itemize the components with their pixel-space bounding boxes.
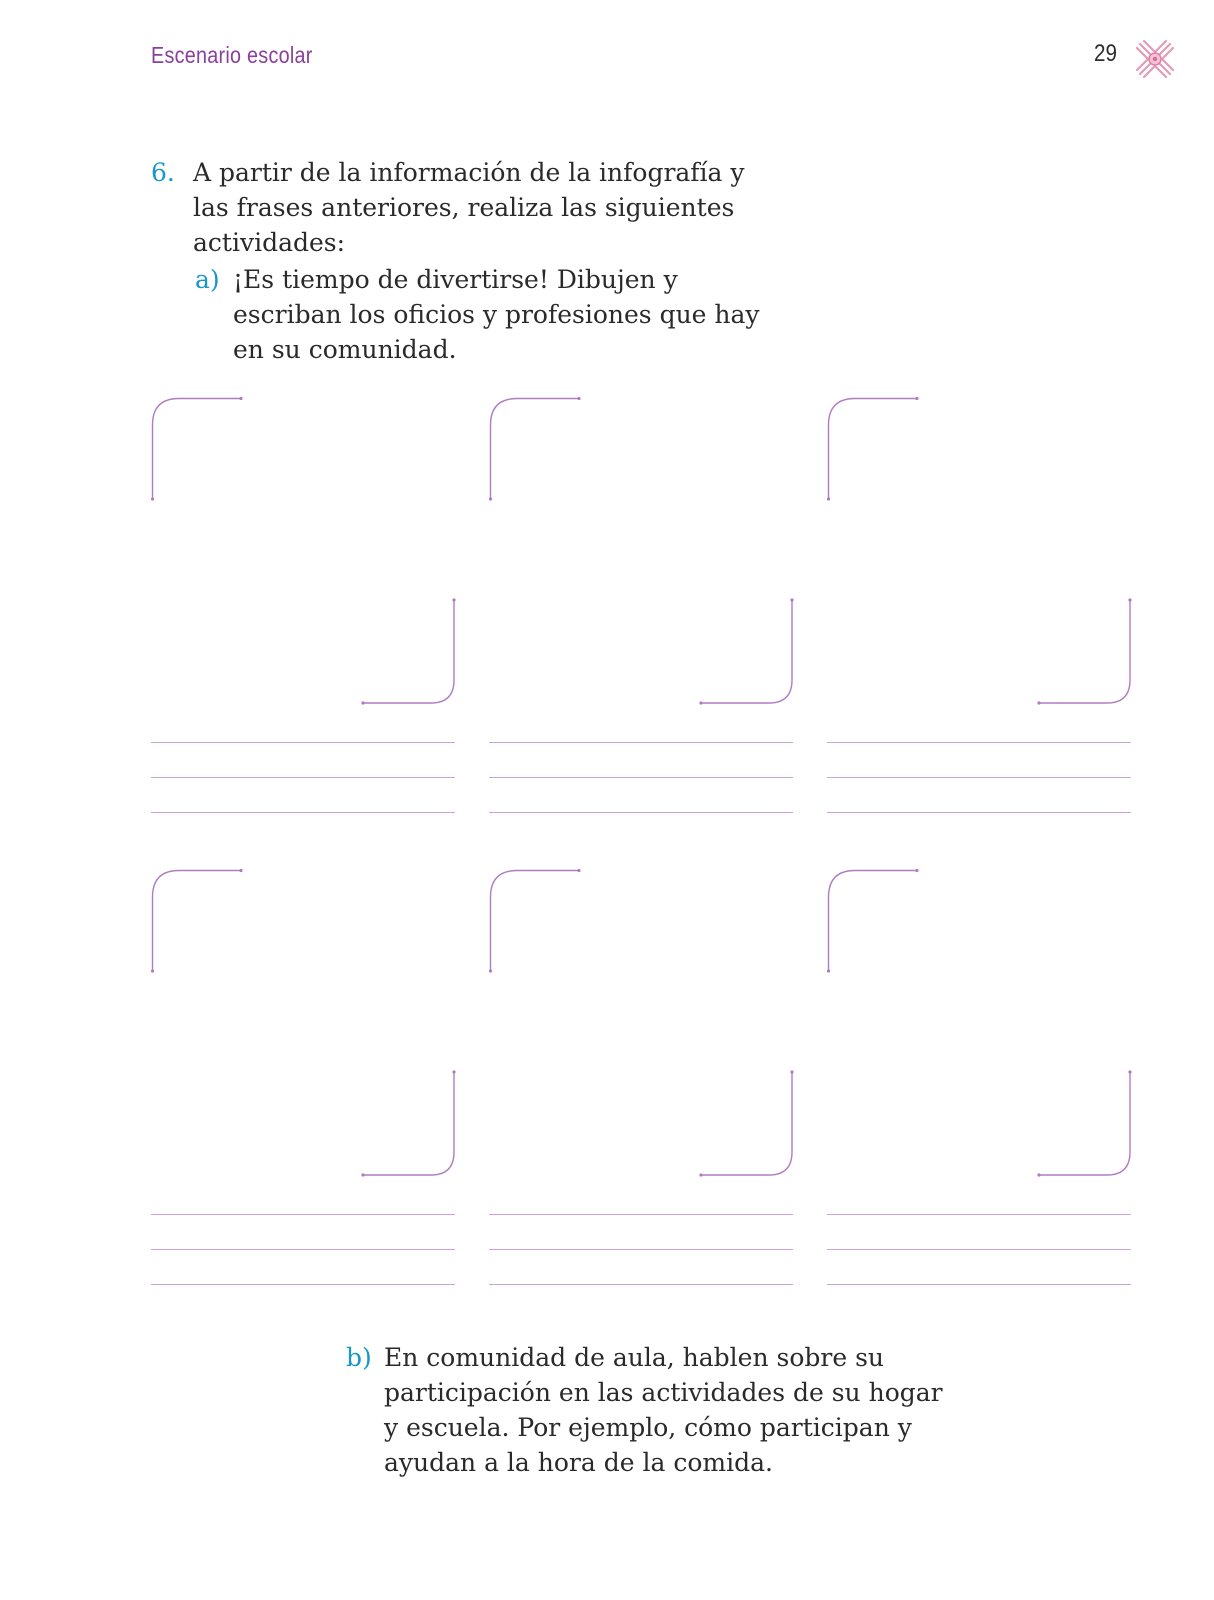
writing-line[interactable] bbox=[151, 812, 455, 813]
writing-line[interactable] bbox=[489, 777, 793, 778]
page-number: 29 bbox=[1094, 40, 1117, 67]
item-a-text: ¡Es tiempo de divertirse! Dibujen y escriban los oficios y profesiones que hay en su comunidad. bbox=[233, 265, 760, 364]
writing-line[interactable] bbox=[489, 1284, 793, 1285]
pink-star-ornament-icon bbox=[1134, 38, 1176, 80]
corner-frame bbox=[489, 397, 794, 709]
activity-b bbox=[346, 1340, 946, 1480]
activity-a bbox=[195, 262, 775, 367]
writing-line[interactable] bbox=[827, 1214, 1131, 1215]
writing-line[interactable] bbox=[151, 1249, 455, 1250]
writing-line[interactable] bbox=[489, 1249, 793, 1250]
running-head: Escenario escolar bbox=[151, 42, 313, 68]
item-b-marker: b) bbox=[346, 1343, 372, 1372]
drawing-box bbox=[827, 397, 1132, 817]
writing-line[interactable] bbox=[151, 742, 455, 743]
activity-instruction: A partir de la información de la infografía y las frases anteriores, realiza las siguientes actividades: bbox=[193, 158, 745, 257]
writing-line[interactable] bbox=[151, 777, 455, 778]
activity-number: 6. bbox=[151, 158, 175, 187]
writing-line[interactable] bbox=[827, 777, 1131, 778]
writing-line[interactable] bbox=[151, 1214, 455, 1215]
writing-line[interactable] bbox=[489, 742, 793, 743]
item-a-marker: a) bbox=[195, 265, 220, 294]
corner-frame bbox=[827, 397, 1132, 709]
writing-line[interactable] bbox=[489, 812, 793, 813]
corner-frame bbox=[151, 397, 456, 709]
corner-frame bbox=[489, 869, 794, 1181]
drawing-box bbox=[489, 397, 794, 817]
writing-line[interactable] bbox=[827, 812, 1131, 813]
writing-line[interactable] bbox=[151, 1284, 455, 1285]
drawing-box bbox=[151, 869, 456, 1289]
writing-line[interactable] bbox=[827, 1249, 1131, 1250]
activity-6 bbox=[151, 155, 771, 260]
writing-line[interactable] bbox=[827, 1284, 1131, 1285]
writing-line[interactable] bbox=[827, 742, 1131, 743]
drawing-box bbox=[827, 869, 1132, 1289]
corner-frame bbox=[827, 869, 1132, 1181]
corner-frame bbox=[151, 869, 456, 1181]
item-b-text: En comunidad de aula, hablen sobre su participación en las actividades de su hogar y escuela. Por ejemplo, cómo participan y ayudan a la hora de la comida. bbox=[384, 1343, 943, 1477]
writing-line[interactable] bbox=[489, 1214, 793, 1215]
drawing-box bbox=[489, 869, 794, 1289]
drawing-box bbox=[151, 397, 456, 817]
